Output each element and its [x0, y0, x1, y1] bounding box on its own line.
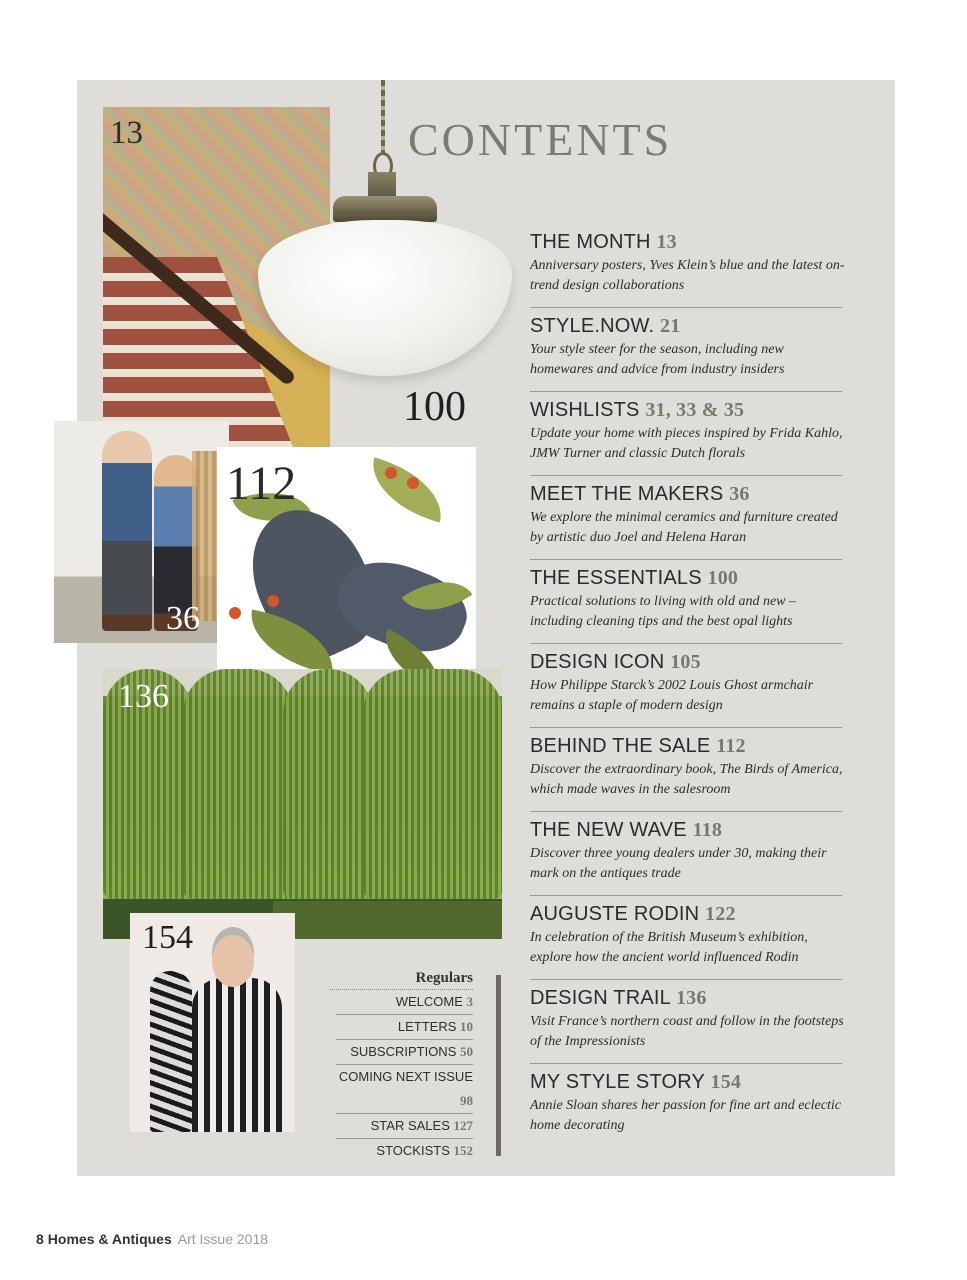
entry-page-number: 105 — [670, 651, 701, 673]
footer-magazine-name: Homes & Antiques — [47, 1231, 172, 1247]
willow-tree — [183, 669, 293, 899]
entry-title — [530, 1070, 842, 1094]
entry-title — [530, 818, 842, 842]
entry-title-text: THE ESSENTIALS — [530, 567, 702, 589]
entry-title-text: THE MONTH — [530, 231, 651, 253]
entry-title-text: STYLE.NOW. — [530, 315, 655, 337]
entry-page-number: 118 — [692, 819, 723, 841]
orange-flower — [229, 607, 241, 619]
annie-sloan-head — [212, 935, 254, 987]
regulars-label: WELCOME — [395, 994, 463, 1009]
regulars-divider-bar — [496, 975, 501, 1156]
regulars-page: 98 — [460, 1093, 473, 1108]
entry-title-text: AUGUSTE RODIN — [530, 903, 700, 925]
entry-title-text: WISHLISTS — [530, 399, 640, 421]
contents-entry[interactable] — [530, 902, 842, 986]
photo-page-number: 154 — [142, 919, 193, 956]
regulars-page: 10 — [460, 1019, 473, 1034]
entry-title-text: DESIGN TRAIL — [530, 987, 671, 1009]
entry-title — [530, 314, 842, 338]
entry-title — [530, 902, 842, 926]
entry-description: Update your home with pieces inspired by Frida Kahlo, JMW Turner and classic Dutch florals — [530, 426, 843, 461]
entry-page-number: 36 — [729, 483, 750, 505]
regulars-item[interactable] — [336, 1065, 473, 1114]
entry-title — [530, 986, 842, 1010]
willow-tree — [283, 669, 373, 899]
entry-page-number: 154 — [710, 1071, 742, 1093]
footer-issue: Art Issue 2018 — [177, 1231, 269, 1247]
regulars-label: STAR SALES — [370, 1118, 450, 1133]
entry-page-number: 100 — [707, 567, 739, 589]
entry-title-text: THE NEW WAVE — [530, 819, 687, 841]
willow-tree — [363, 669, 502, 899]
contents-list — [530, 230, 845, 1154]
pond — [273, 901, 502, 939]
regulars-list — [330, 970, 473, 1163]
entry-title-text: MEET THE MAKERS — [530, 483, 724, 505]
fabric-roll — [150, 971, 192, 1132]
regulars-item[interactable] — [336, 1139, 473, 1163]
contents-entry[interactable] — [530, 734, 842, 818]
entry-description: Anniversary posters, Yves Klein’s blue and the latest on-trend design collaborations — [530, 258, 845, 293]
regulars-page: 50 — [460, 1044, 473, 1059]
contents-entry[interactable] — [530, 1070, 842, 1154]
entry-page-number: 122 — [705, 903, 736, 925]
photo-page-number: 13 — [110, 115, 143, 151]
regulars-label: STOCKISTS — [376, 1143, 450, 1158]
entry-title-text: MY STYLE STORY — [530, 1071, 705, 1093]
entry-title — [530, 734, 842, 758]
annie-sloan-figure — [192, 978, 282, 1132]
entry-title — [530, 230, 842, 254]
entry-description: Discover the extraordinary book, The Birds of America, which made waves in the salesroom — [530, 762, 843, 797]
photo-page-number: 100 — [403, 384, 466, 430]
entry-title-text: BEHIND THE SALE — [530, 735, 711, 757]
regulars-item[interactable] — [336, 1114, 473, 1139]
entry-title — [530, 566, 842, 590]
entry-description: Your style steer for the season, including new homewares and advice from industry insiders — [530, 342, 785, 377]
footer-page-number: 8 — [36, 1231, 44, 1247]
contents-entry[interactable] — [530, 398, 842, 482]
entry-title-text: DESIGN ICON — [530, 651, 665, 673]
orange-flower — [407, 477, 419, 489]
entry-description: Annie Sloan shares her passion for fine art and eclectic home decorating — [530, 1098, 841, 1133]
regulars-page: 152 — [453, 1143, 473, 1158]
entry-page-number: 31, 33 & 35 — [645, 399, 745, 421]
regulars-page: 127 — [453, 1118, 473, 1133]
photo-page-number: 136 — [118, 678, 169, 715]
orange-flower — [385, 467, 397, 479]
regulars-item[interactable] — [336, 1040, 473, 1065]
page-footer — [36, 1231, 268, 1247]
contents-entry[interactable] — [530, 482, 842, 566]
entry-description: Discover three young dealers under 30, making their mark on the antiques trade — [530, 846, 827, 881]
entry-title — [530, 482, 842, 506]
maker-joel — [102, 431, 152, 631]
orange-flower — [267, 595, 279, 607]
contents-entry[interactable] — [530, 986, 842, 1070]
entry-description: Practical solutions to living with old and new – including cleaning tips and the best opal lights — [530, 594, 796, 629]
lamp-neck — [368, 172, 396, 198]
photo-page-number: 112 — [226, 457, 297, 510]
contents-entry[interactable] — [530, 230, 845, 314]
entry-description: How Philippe Starck’s 2002 Louis Ghost armchair remains a staple of modern design — [530, 678, 814, 713]
contents-entry[interactable] — [530, 818, 842, 902]
regulars-label: COMING NEXT ISSUE — [338, 1069, 473, 1084]
contents-entry[interactable] — [530, 566, 842, 650]
entry-description: We explore the minimal ceramics and furniture created by artistic duo Joel and Helena Haran — [530, 510, 838, 545]
regulars-label: SUBSCRIPTIONS — [350, 1044, 457, 1059]
entry-page-number: 13 — [656, 231, 677, 253]
photo-page-number: 36 — [166, 600, 200, 637]
contents-entry[interactable] — [530, 650, 842, 734]
lamp-brass-cap — [333, 196, 437, 222]
lamp-chain — [381, 80, 385, 155]
entry-description: In celebration of the British Museum’s exhibition, explore how the ancient world influenced Rodin — [530, 930, 808, 965]
entry-page-number: 136 — [675, 987, 707, 1009]
regulars-heading: Regulars — [330, 970, 473, 990]
entry-title — [530, 650, 842, 674]
entry-title — [530, 398, 842, 422]
leaf — [362, 457, 451, 522]
makers-photo — [54, 421, 229, 643]
regulars-item[interactable] — [336, 1015, 473, 1040]
page-title: CONTENTS — [408, 114, 673, 165]
entry-page-number: 21 — [660, 315, 681, 337]
entry-description: Visit France’s northern coast and follow in the footsteps of the Impressionists — [530, 1014, 844, 1049]
contents-entry[interactable] — [530, 314, 842, 398]
entry-page-number: 112 — [716, 735, 746, 757]
regulars-item[interactable] — [336, 990, 473, 1015]
regulars-label: LETTERS — [397, 1019, 457, 1034]
regulars-page: 3 — [466, 994, 473, 1009]
